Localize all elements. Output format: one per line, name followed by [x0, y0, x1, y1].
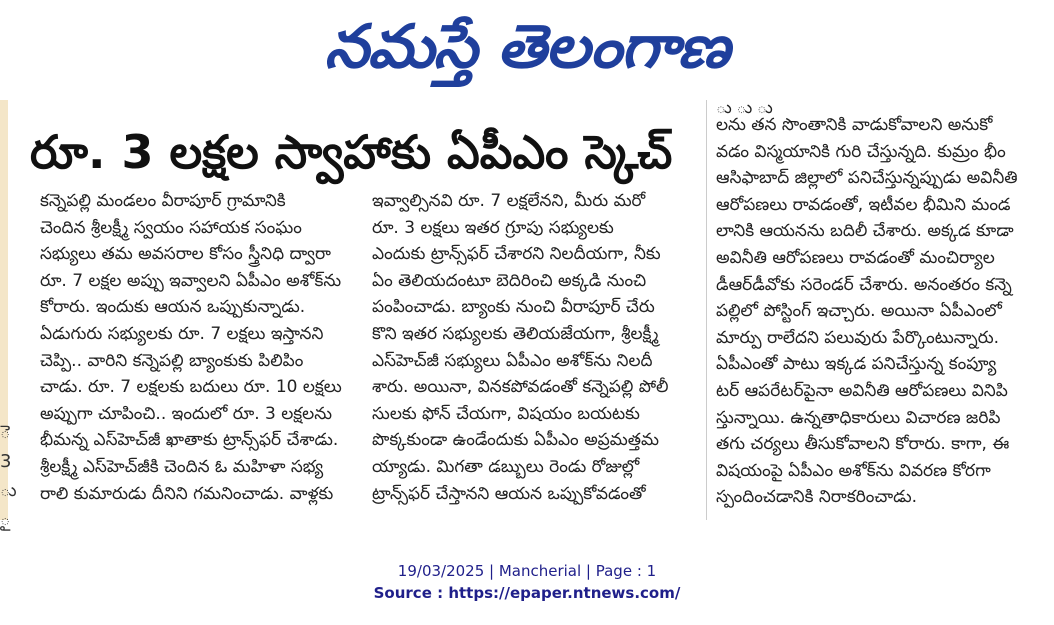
- text-line: వడం విస్మయానికి గురి చేస్తున్నది. కుమ్రం భీం: [716, 141, 1006, 162]
- text-line: టర్ ఆపరేటర్‌పైనా అవినీతి ఆరోపణలు వినిపి: [716, 380, 1008, 401]
- text-line: శారు. అయినా, వినకపోవడంతో కన్నెపల్లి పోలీ: [372, 377, 669, 398]
- text-line: రాలి కుమారుడు దీనిని గమనించాడు. వాళ్లకు: [40, 483, 334, 504]
- text-line: తగు చర్యలు తీసుకోవాలని కోరారు. కాగా, ఈ: [716, 434, 1010, 455]
- text-line: ఎస్‌హెచ్‌జీ సభ్యులు ఏపీఎం అశోక్‌ను నిలదీ: [372, 350, 653, 371]
- fragment-char: 3: [0, 451, 12, 472]
- fragment-char: ె: [0, 422, 11, 443]
- text-line: కన్నెపల్లి మండలం వీరాపూర్ గ్రామానికి: [40, 191, 286, 211]
- text-line: ఏం తెలియదంటూ బెదిరించి అక్కడి నుంచి: [372, 270, 647, 291]
- edition-info: 19/03/2025 | Mancherial | Page : 1: [397, 562, 657, 580]
- text-line: కోరారు. ఇందుకు ఆయన ఒప్పుకున్నాడు.: [40, 297, 306, 318]
- text-line: శ్రీలక్ష్మీ ఎస్‌హెచ్‌జీకి చెందిన ఓ మహిళా సభ్య: [40, 456, 324, 477]
- text-line: ఆరోపణలు రావడంతో, ఇటీవల భీమిని మండ: [716, 194, 1011, 215]
- text-line: సులకు ఫోన్ చేయగా, విషయం బయటకు: [372, 403, 640, 424]
- page-footer: [0, 560, 1054, 604]
- text-line: పొక్కకుండా ఉండేందుకు ఏపీఎం అప్రమత్తమ: [372, 430, 659, 451]
- text-line: విషయంపై ఏపీఎం అశోక్‌ను వివరణ కోరగా: [716, 460, 991, 481]
- text-line: య్యాడు. మిగతా డబ్బులు రెండు రోజుల్లో: [372, 456, 640, 477]
- text-line: రూ. 7 లక్షల అప్పు ఇవ్వాలని ఏపీఎం అశోక్‌ను: [40, 270, 342, 291]
- text-line: అవినీతి ఆరోపణలు రావడంతో మంచిర్యాల: [716, 247, 995, 268]
- article-headline: రూ. 3 లక్షల స్వాహాకు ఏపీఎం స్కెచ్: [30, 125, 673, 179]
- text-line: ఏపీఎంతో పాటు ఇక్కడ పనిచేస్తున్న కంప్యూ: [716, 354, 997, 375]
- text-line: ఎందుకు ట్రాన్స్‌ఫర్ చేశారని నిలదీయగా, నీకు: [372, 244, 661, 265]
- fragment-char: ు: [0, 480, 17, 501]
- text-line: ఏడుగురు సభ్యులకు రూ. 7 లక్షలు ఇస్తానని: [40, 323, 324, 344]
- text-line: స్పందించడానికి నిరాకరించాడు.: [716, 487, 918, 508]
- text-line: చాడు. రూ. 7 లక్షలకు బదులు రూ. 10 లక్షలు: [40, 377, 342, 398]
- text-line: పంపించాడు. బ్యాంకు నుంచి వీరాపూర్ చేరు: [372, 297, 655, 318]
- source-link[interactable]: Source : https://epaper.ntnews.com/: [373, 584, 681, 602]
- text-line: చెందిన శ్రీలక్ష్మీ స్వయం సహాయక సంఘం: [40, 217, 302, 238]
- text-line: కొని ఇతర సభ్యులకు తెలియజేయగా, శ్రీలక్ష్మీ: [372, 323, 659, 344]
- text-line: లానికి ఆయనను బదిలీ చేశారు. అక్కడ కూడా: [716, 221, 1014, 242]
- masthead-title: నమస్తే తెలంగాణ: [324, 12, 730, 82]
- text-line: లను తన సొంతానికి వాడుకోవాలని అనుకో: [716, 115, 993, 135]
- text-line: మార్పు రాలేదని పలువురు పేర్కొంటున్నారు.: [716, 327, 1000, 348]
- text-line: పల్లిలో పోస్టింగ్ ఇచ్చారు. అయినా ఏపీఎంలో: [716, 301, 1002, 322]
- article-column-right: [716, 98, 1046, 511]
- text-line: డీఆర్‌డీవోకు సరెండర్ చేశారు. అనంతరం కన్నె: [716, 274, 1012, 295]
- article-column-middle: [372, 188, 702, 507]
- text-line: ఇవ్వాల్సినవి రూ. 7 లక్షలేనని, మీరు మరో: [372, 191, 646, 211]
- text-line: రూ. 3 లక్షలు ఇతర గ్రూపు సభ్యులకు: [372, 217, 614, 238]
- column-divider: [706, 100, 707, 520]
- adjacent-article-fragments: [0, 418, 17, 534]
- cut-off-line-fragment: ు ు ు: [716, 98, 773, 118]
- article-column-left: [40, 188, 370, 507]
- fragment-char: ౖ: [0, 509, 11, 530]
- text-line: ట్రాన్స్‌ఫర్ చేస్తానని ఆయన ఒప్పుకోవడంతో: [372, 483, 646, 504]
- text-line: భీమన్న ఎస్‌హెచ్‌జీ ఖాతాకు ట్రాన్స్‌ఫర్ చేశాడు.: [40, 430, 339, 451]
- text-line: ఆసిఫాబాద్ జిల్లాలో పనిచేస్తున్నప్పుడు అవినీతి: [716, 168, 1018, 189]
- text-line: సభ్యులు తమ అవసరాల కోసం స్త్రీనిధి ద్వారా: [40, 244, 331, 265]
- text-line: చెప్పి.. వారిని కన్నెపల్లి బ్యాంకుకు పిలిపిం: [40, 350, 304, 371]
- masthead: [0, 4, 1054, 90]
- text-line: అప్పుగా చూపించి.. ఇందులో రూ. 3 లక్షలను: [40, 403, 333, 424]
- text-line: స్తున్నాయి. ఉన్నతాధికారులు విచారణ జరిపి: [716, 407, 1001, 428]
